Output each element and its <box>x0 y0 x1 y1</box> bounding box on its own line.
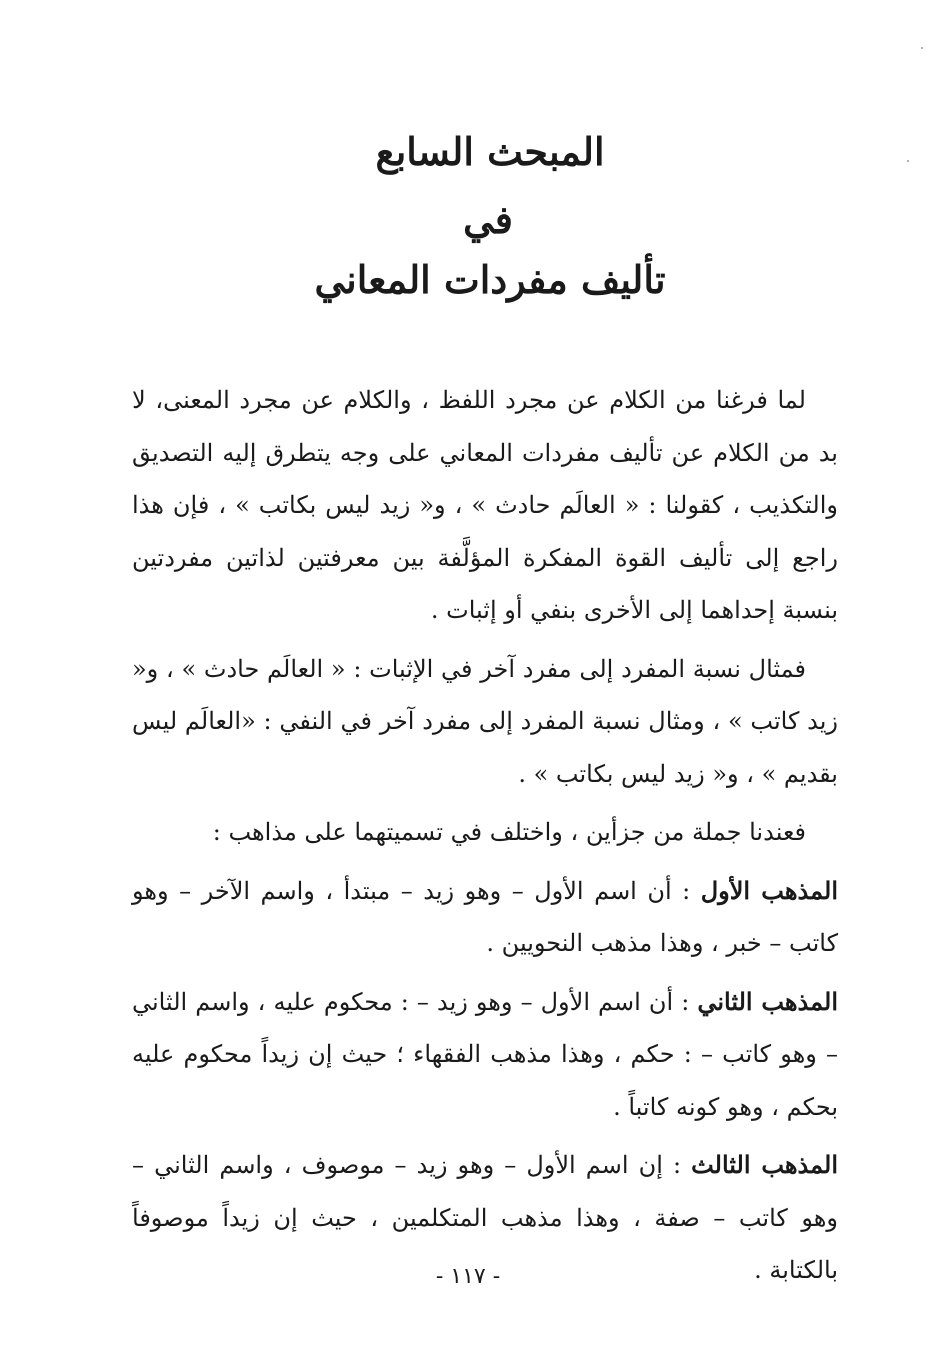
page-number: - ١١٧ - <box>435 1264 501 1289</box>
doctrine-1-label: المذهب الأول <box>700 875 838 905</box>
doctrine-2-text: : أن اسم الأول – وهو زيد – : محكوم عليه ، واسم الثاني – وهو كاتب – : حكم ، وهذا مذهب الفقهاء ؛ حيث إن زيداً محكوم عليه بحكم ، وهو كونه كاتباً . <box>132 987 838 1121</box>
doctrine-1-text: : أن اسم الأول – وهو زيد – مبتدأ ، واسم الآخر – وهو كاتب – خبر ، وهذا مذهب النحويين . <box>132 876 838 957</box>
chapter-subtitle: تأليف مفردات المعاني <box>314 257 666 302</box>
chapter-title: المبحث السابع <box>375 129 605 174</box>
scan-speck <box>907 160 909 162</box>
paragraph-doctrines-intro-text: فعندنا جملة من جزأين ، واختلف في تسميتهما على مذاهب : <box>212 818 806 846</box>
chapter-title-connector: في <box>463 197 513 242</box>
paragraph-doctrines-intro <box>132 806 838 859</box>
paragraph-doctrine-1 <box>132 865 838 970</box>
doctrine-3-text: : إن اسم الأول – وهو زيد – موصوف ، واسم الثاني – وهو كاتب – صفة ، وهذا مذهب المتكلمين ، حيث إن زيداً موصوفاً بالكتابة . <box>132 1151 838 1284</box>
paragraph-examples-text: فمثال نسبة المفرد إلى مفرد آخر في الإثبات : « العالَم حادث » ، و« زيد كاتب » ، ومثال نسبة المفرد إلى مفرد آخر في النفي : «العالَم ليس بقديم » ، و« زيد ليس بكاتب » . <box>132 654 838 788</box>
scan-speck <box>921 47 923 49</box>
body-text <box>132 374 838 1303</box>
paragraph-intro-text: لما فرغنا من الكلام عن مجرد اللفظ ، والكلام عن مجرد المعنى، لا بد من الكلام عن تأليف مفردات المعاني على وجه يتطرق إليه التصديق والتكذيب ، كقولنا : « العالَم حادث » ، و« زيد ليس بكاتب » ، فإن هذا راجع إلى تأليف القوة المفكرة المؤلَّفة بين معرفتين لذاتين مفردتين بنسبة إحداهما إلى الأخرى بنفي أو إثبات . <box>132 386 838 624</box>
doctrine-3-label: المذهب الثالث <box>691 1150 838 1179</box>
doctrine-2-label: المذهب الثاني <box>697 986 839 1016</box>
paragraph-doctrine-2 <box>132 976 838 1134</box>
paragraph-examples <box>132 643 838 801</box>
paragraph-intro <box>132 374 838 637</box>
